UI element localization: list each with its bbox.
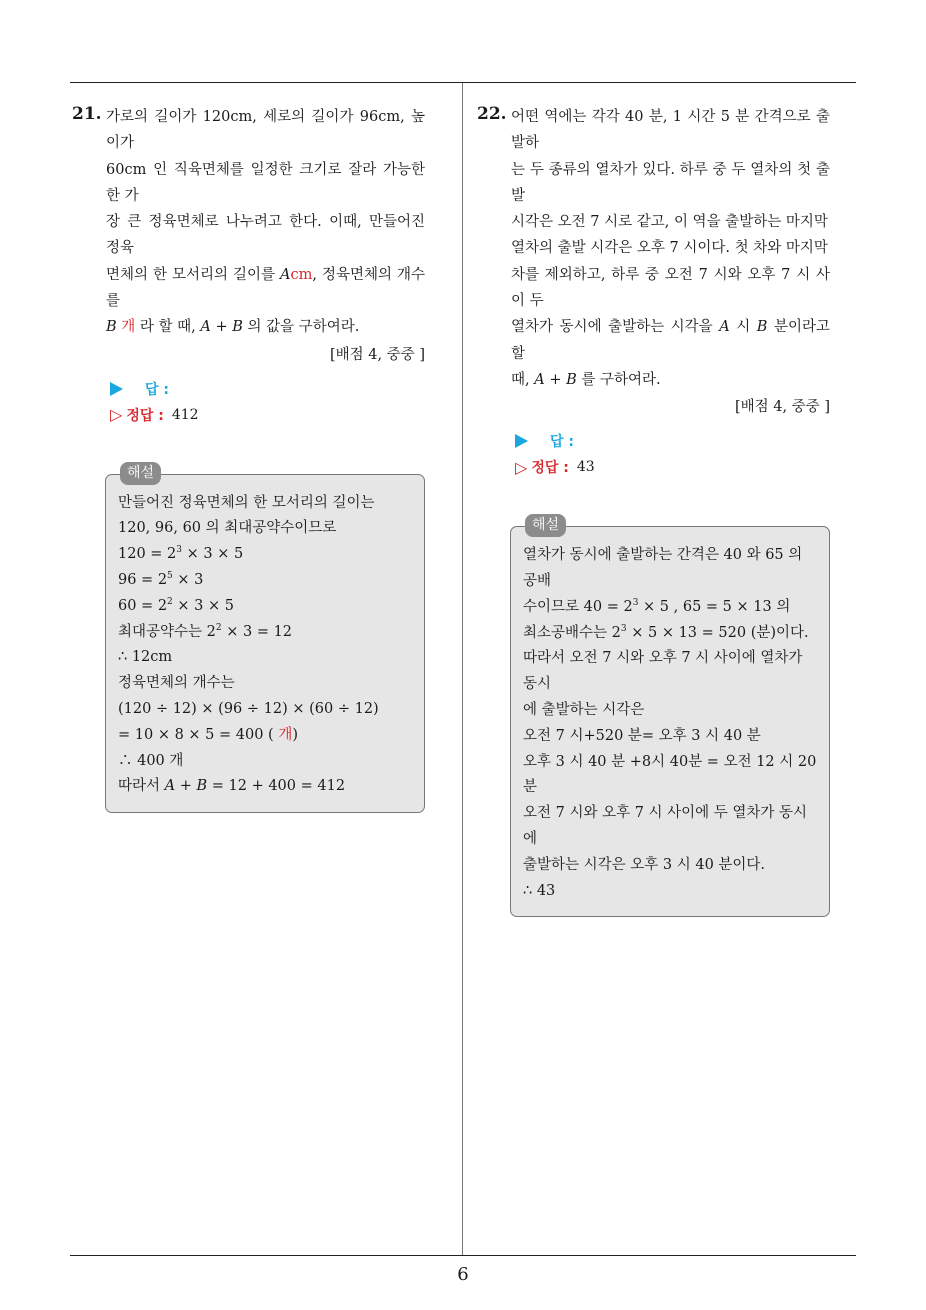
play-triangle-icon (110, 382, 123, 396)
variable-b: B (756, 319, 768, 336)
solution-line (118, 594, 414, 620)
solution-line: 출발하는 시각은 오후 3 시 40 분이다. (523, 856, 766, 873)
solution-part: × 3 × 5 (172, 597, 234, 614)
solution-line (118, 620, 414, 646)
question-line: 시각은 오전 7 시로 같고, 이 역을 출발하는 마지막 (511, 214, 828, 231)
solution-line (118, 774, 414, 800)
correct-answer-row (515, 454, 830, 480)
correct-answer-label: 정답 : (126, 407, 164, 424)
correct-answer-label: 정답 : (531, 460, 569, 477)
solution-part: × 5 , 65 = 5 × 13 의 (638, 598, 791, 615)
exponent: 3 (620, 623, 627, 634)
solution-part: 최소공배수는 2 (523, 624, 621, 641)
correct-answer-value: 412 (171, 406, 199, 423)
question-line-part: , 정육면체의 개수를 (106, 266, 425, 310)
question-line: 는 두 종류의 열차가 있다. 하루 중 두 열차의 첫 출발 (511, 161, 830, 204)
question-line: 어떤 역에는 각각 40 분, 1 시간 5 분 간격으로 출발하 (511, 109, 830, 152)
question-number: 22. (477, 104, 507, 124)
question-line: 열차의 출발 시각은 오후 7 시이다. 첫 차와 마지막 (511, 240, 828, 257)
question-line-part: 를 구하여라. (576, 371, 661, 388)
question-line (511, 314, 830, 367)
solution-tag: 해설 (120, 462, 161, 485)
score-label: [배점 4, 중중 ] (734, 399, 830, 416)
solution-line: ∴ 12cm (118, 649, 173, 666)
answer-row (515, 428, 830, 454)
page-number: 6 (457, 1264, 469, 1285)
solution-line (118, 723, 414, 749)
solution-line: 오전 7 시+520 분= 오후 3 시 40 분 (523, 727, 761, 744)
correct-answer-row (110, 402, 425, 428)
solution-line: 만들어진 정육면체의 한 모서리의 길이는 (118, 494, 375, 511)
expression: A + B (200, 319, 243, 336)
solution-part: × 3 (172, 572, 204, 589)
question-text (106, 104, 425, 341)
unit-gae: 개 (121, 319, 136, 336)
solution-line (118, 568, 414, 594)
solution-box (510, 517, 830, 917)
correct-answer-value: 43 (576, 459, 595, 476)
score-label: [배점 4, 중중 ] (329, 346, 425, 363)
solution-line (523, 595, 819, 621)
column-divider (462, 83, 463, 1255)
solution-line: 120, 96, 60 의 최대공약수이므로 (118, 520, 337, 537)
question-line: 차를 제외하고, 하루 중 오전 7 시와 오후 7 시 사이 두 (511, 266, 830, 310)
solution-line: ∴ 400 개 (118, 752, 184, 769)
header-rule (70, 82, 856, 83)
solution-part: 120 = 2 (118, 546, 177, 563)
solution-line: 에 출발하는 시각은 (523, 702, 645, 719)
play-triangle-icon (515, 434, 528, 448)
question-22 (477, 104, 830, 917)
outline-triangle-icon: ▷ (110, 405, 123, 425)
exponent: 3 (176, 545, 183, 556)
question-line-part: 라 할 때, (135, 319, 201, 336)
question-number: 21. (72, 104, 102, 124)
unit-cm: cm (290, 266, 313, 283)
solution-line: (120 ÷ 12) × (96 ÷ 12) × (60 ÷ 12) (118, 701, 379, 718)
solution-part: = 10 × 8 × 5 = 400 ( (118, 726, 279, 743)
solution-part: 96 = 2 (118, 572, 168, 589)
solution-line: ∴ 43 (523, 882, 556, 899)
answer-label: 답 : (550, 434, 574, 451)
solution-part: 60 = 2 (118, 597, 168, 614)
question-21 (72, 104, 425, 813)
question-text (511, 104, 830, 393)
question-line: 가로의 길이가 120cm, 세로의 길이가 96cm, 높이가 (106, 109, 425, 152)
solution-line: 정육면체의 개수는 (118, 675, 235, 692)
solution-part: = 12 + 400 = 412 (207, 778, 346, 795)
solution-line: 오후 3 시 40 분 +8시 40분 = 오전 12 시 20 분 (523, 753, 817, 796)
exponent: 5 (167, 571, 173, 582)
question-line-part: 의 값을 구하여라. (242, 319, 360, 336)
footer-rule (70, 1255, 856, 1256)
answer-row (110, 376, 425, 402)
solution-line (523, 621, 819, 647)
question-line (511, 367, 830, 393)
solution-part: 수이므로 40 = 2 (523, 598, 633, 615)
solution-line (118, 542, 414, 568)
expression: A + B (164, 778, 208, 795)
answer-block (110, 376, 425, 428)
solution-box (105, 464, 425, 814)
question-line: 장 큰 정육면체로 나누려고 한다. 이때, 만들어진 정육 (106, 214, 425, 257)
variable-b: B (106, 319, 117, 336)
answer-block (515, 428, 830, 480)
solution-part: ) (292, 726, 299, 743)
solution-line: 열차가 동시에 출발하는 간격은 40 와 65 의 공배 (523, 547, 803, 590)
solution-part: 따라서 (118, 778, 165, 795)
solution-part: × 3 = 12 (221, 623, 293, 640)
question-line-part: 때, (511, 371, 535, 388)
question-line-part: 시 (729, 319, 757, 336)
exponent: 2 (215, 622, 222, 633)
variable-a: A (280, 266, 291, 283)
question-line (106, 314, 425, 340)
solution-part: × 3 × 5 (182, 546, 244, 563)
unit-gae: 개 (278, 726, 293, 743)
question-line (106, 262, 425, 315)
solution-tag: 해설 (525, 514, 566, 537)
question-line-part: 면체의 한 모서리의 길이를 (106, 266, 281, 283)
question-line-part: 열차가 동시에 출발하는 시각을 (511, 319, 720, 336)
exponent: 3 (632, 597, 639, 608)
question-line: 60cm 인 직육면체를 일정한 크기로 잘라 가능한 한 가 (106, 161, 425, 204)
outline-triangle-icon: ▷ (515, 457, 528, 477)
question-line-part: 분이라고 할 (511, 319, 830, 362)
solution-part: 최대공약수는 2 (118, 623, 216, 640)
expression: A + B (534, 371, 577, 388)
solution-line: 따라서 오전 7 시와 오후 7 시 사이에 열차가 동시 (523, 650, 803, 693)
solution-line: 오전 7 시와 오후 7 시 사이에 두 열차가 동시에 (523, 805, 808, 848)
answer-label: 답 : (145, 381, 169, 398)
solution-part: × 5 × 13 = 520 (분)이다. (626, 624, 809, 641)
variable-a: A (719, 319, 730, 336)
exponent: 2 (167, 596, 173, 607)
